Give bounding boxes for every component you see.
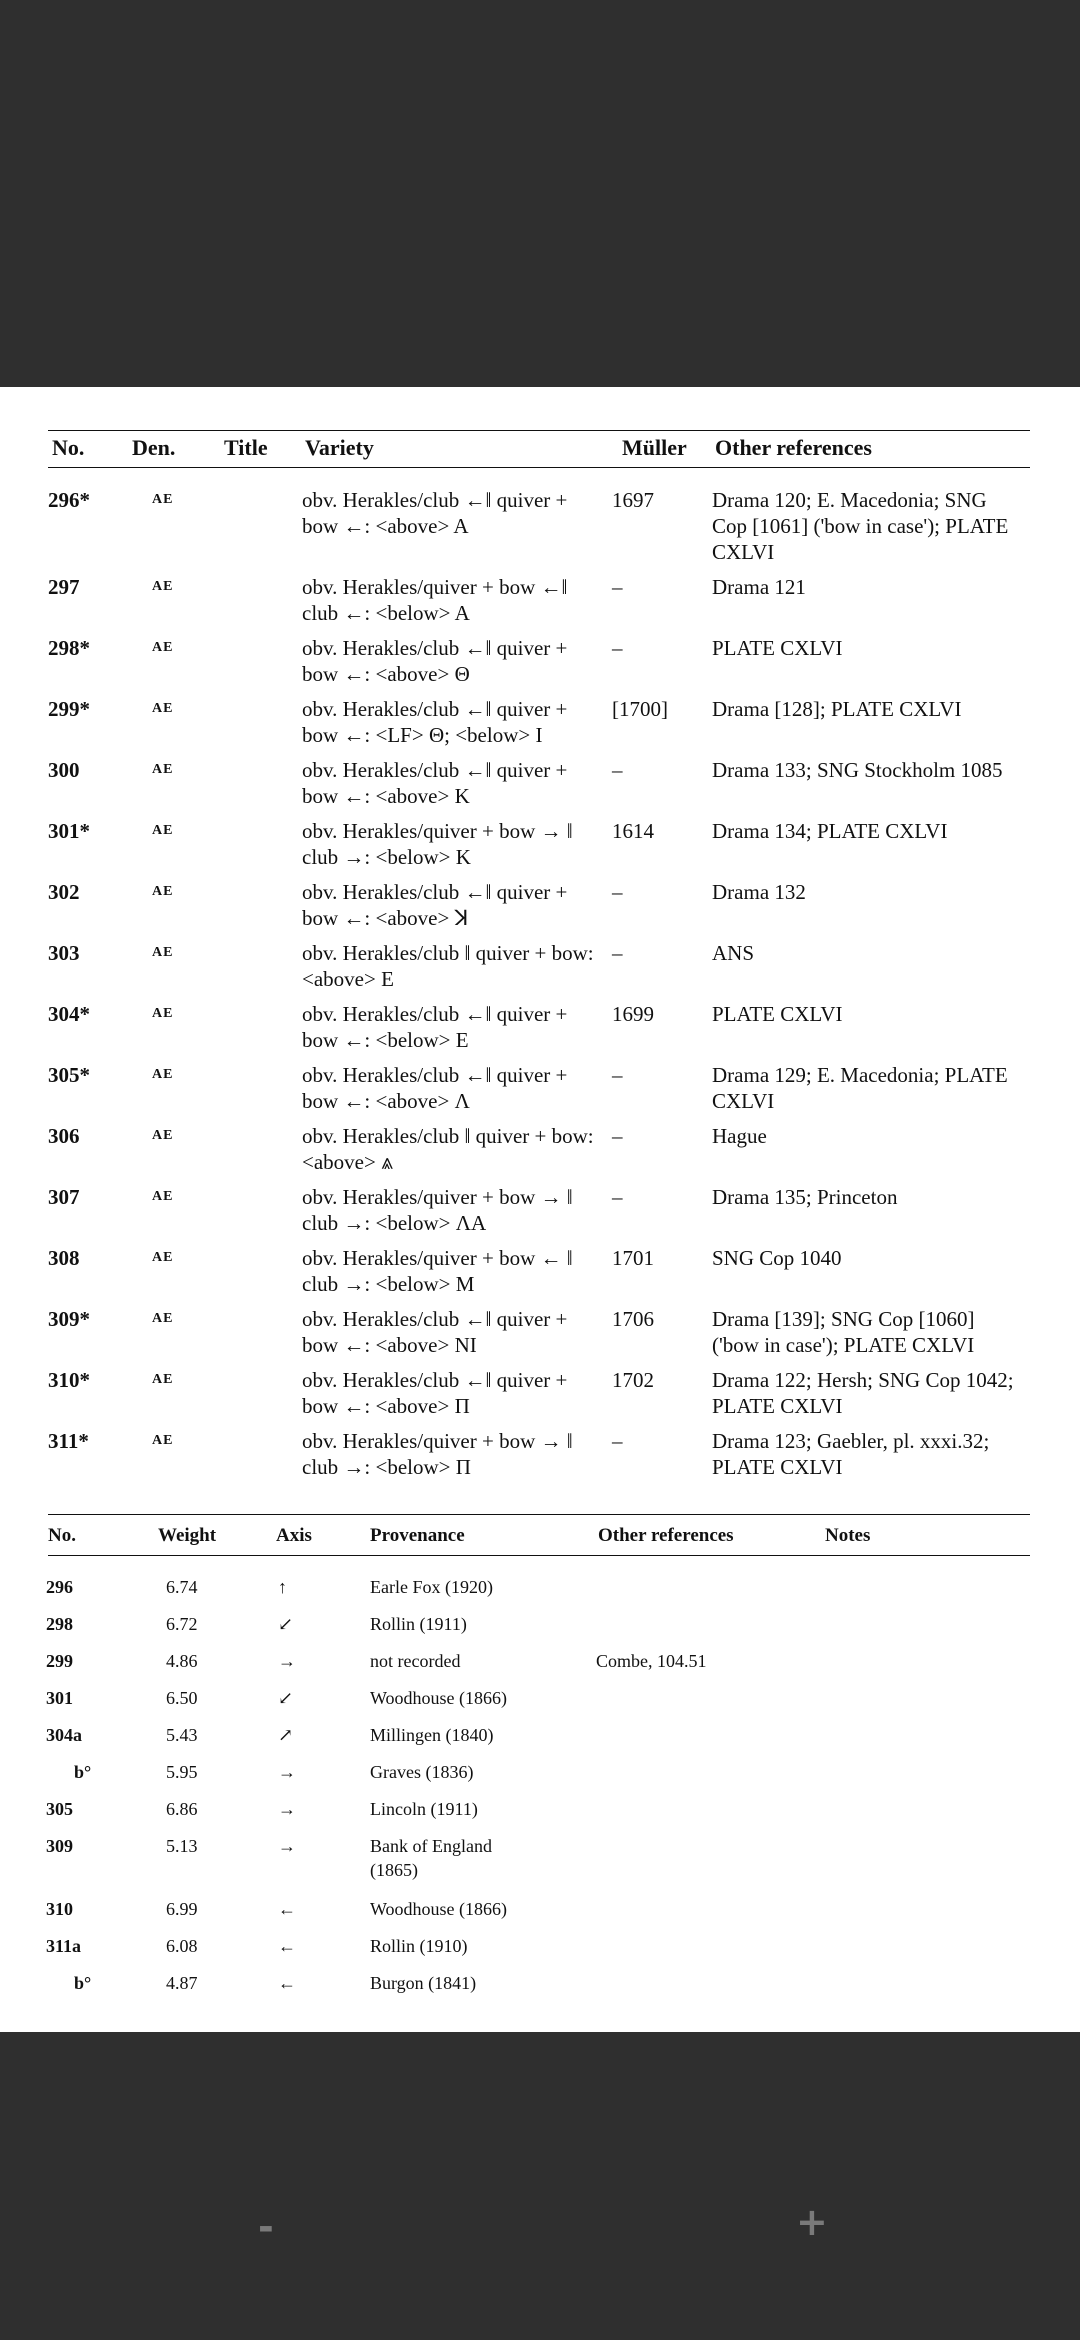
other-references: Hague <box>712 1124 767 1148</box>
denomination: AE <box>152 884 174 899</box>
variety-text: obv. Herakles/quiver + bow ←‖ club ←: <below> A <box>302 575 568 625</box>
weight-value: 4.87 <box>166 1973 198 1993</box>
t2-header-other-references: Other references <box>598 1525 734 1546</box>
axis-arrow: ← <box>278 1936 296 1956</box>
denomination: AE <box>152 1433 174 1448</box>
axis-arrow: ↑ <box>278 1577 287 1597</box>
weight-value: 6.74 <box>166 1577 198 1597</box>
provenance-text: Rollin (1911) <box>370 1614 467 1634</box>
axis-arrow: ↗ <box>278 1725 294 1745</box>
provenance-text: Burgon (1841) <box>370 1973 477 1993</box>
muller-number: 1699 <box>612 1002 654 1026</box>
row-number: 310* <box>48 1368 90 1392</box>
row-number: 310 <box>46 1899 73 1919</box>
variety-text: obv. Herakles/quiver + bow → ‖ club →: <below> Π <box>302 1429 573 1479</box>
variety-text: obv. Herakles/club ‖ quiver + bow: <above> E <box>302 941 594 991</box>
row-number: 305 <box>46 1799 73 1819</box>
row-number: 306 <box>48 1124 80 1148</box>
row-number: 308 <box>48 1246 80 1270</box>
row-number: 309 <box>46 1836 73 1856</box>
denomination: AE <box>152 1311 174 1326</box>
axis-arrow: → <box>278 1836 296 1856</box>
t1-header-no: No. <box>52 435 85 460</box>
axis-arrow: → <box>278 1799 296 1819</box>
provenance-text: Millingen (1840) <box>370 1725 494 1745</box>
denomination: AE <box>152 823 174 838</box>
muller-number: – <box>612 1185 623 1209</box>
t1-header-other-references: Other references <box>715 435 872 460</box>
table1-header-rule <box>48 467 1030 468</box>
variety-text: obv. Herakles/club ←‖ quiver + bow ←: <above> NI <box>302 1307 568 1357</box>
other-references: ANS <box>712 941 755 965</box>
axis-arrow: ← <box>278 1899 296 1919</box>
weight-value: 5.43 <box>166 1725 198 1745</box>
other-references: Drama 129; E. Macedonia; PLATE CXLVI <box>712 1063 1008 1113</box>
muller-number: – <box>612 1429 623 1453</box>
variety-text: obv. Herakles/club ←‖ quiver + bow ←: <above> Π <box>302 1368 568 1418</box>
denomination: AE <box>152 579 174 594</box>
row-number: 311* <box>48 1429 89 1453</box>
other-references: Drama 122; Hersh; SNG Cop 1042; PLATE CXLVI <box>712 1368 1014 1418</box>
provenance-text: Woodhouse (1866) <box>370 1688 508 1708</box>
denomination: AE <box>152 640 174 655</box>
t2-header-no: No. <box>48 1525 76 1546</box>
denomination: AE <box>152 1372 174 1387</box>
other-references: PLATE CXLVI <box>712 636 843 660</box>
row-number: 307 <box>48 1185 80 1209</box>
table2-header-rule <box>48 1555 1030 1556</box>
denomination: AE <box>152 1250 174 1265</box>
t1-header-title: Title <box>224 435 268 460</box>
t1-header-den: Den. <box>132 435 176 460</box>
denomination: AE <box>152 701 174 716</box>
muller-number: – <box>612 636 623 660</box>
denomination: AE <box>152 1189 174 1204</box>
variety-text: obv. Herakles/club ←‖ quiver + bow ←: <LF> Θ; <below> I <box>302 697 568 747</box>
other-references: Drama 120; E. Macedonia; SNG Cop [1061] ('bow in case'); PLATE CXLVI <box>712 488 1009 564</box>
muller-number: 1701 <box>612 1246 654 1270</box>
denomination: AE <box>152 762 174 777</box>
weight-value: 5.95 <box>166 1762 198 1782</box>
provenance-text: Graves (1836) <box>370 1762 474 1782</box>
other-references: SNG Cop 1040 <box>712 1246 842 1270</box>
other-references: Drama 135; Princeton <box>712 1185 898 1209</box>
provenance-text: Earle Fox (1920) <box>370 1577 493 1597</box>
weight-value: 6.86 <box>166 1799 198 1819</box>
row-number: 302 <box>48 880 80 904</box>
other-references: PLATE CXLVI <box>712 1002 843 1026</box>
row-number: 299* <box>48 697 90 721</box>
denomination: AE <box>152 1067 174 1082</box>
other-references: Drama 123; Gaebler, pl. xxxi.32; PLATE CXLVI <box>712 1429 990 1479</box>
row-number: 304* <box>48 1002 90 1026</box>
other-references: Drama [139]; SNG Cop [1060] ('bow in case'); PLATE CXLVI <box>712 1307 975 1357</box>
variety-text: obv. Herakles/club ←‖ quiver + bow ←: <above> ꓘ <box>302 880 568 930</box>
row-number: 298 <box>46 1614 73 1634</box>
row-number: 305* <box>48 1063 90 1087</box>
row-number: 303 <box>48 941 80 965</box>
axis-arrow: ↙ <box>278 1688 294 1708</box>
axis-arrow: ← <box>278 1973 296 1993</box>
muller-number: – <box>612 575 623 599</box>
row-number: 300 <box>48 758 80 782</box>
muller-number: – <box>612 758 623 782</box>
t2-header-notes: Notes <box>825 1525 871 1546</box>
variety-text: obv. Herakles/quiver + bow → ‖ club →: <below> ΛA <box>302 1185 573 1235</box>
axis-arrow: → <box>278 1651 296 1671</box>
variety-text: obv. Herakles/club ←‖ quiver + bow ←: <below> E <box>302 1002 568 1052</box>
muller-number: – <box>612 1124 623 1148</box>
other-references: Combe, 104.51 <box>596 1651 707 1671</box>
other-references: Drama [128]; PLATE CXLVI <box>712 697 962 721</box>
variety-text: obv. Herakles/quiver + bow ← ‖ club →: <below> M <box>302 1246 573 1296</box>
zoom-in-button[interactable]: + <box>796 2200 828 2244</box>
other-references: Drama 132 <box>712 880 806 904</box>
variety-text: obv. Herakles/club ←‖ quiver + bow ←: <above> A <box>302 488 568 538</box>
row-number: 301* <box>48 819 90 843</box>
weight-value: 6.99 <box>166 1899 198 1919</box>
t2-header-provenance: Provenance <box>370 1525 465 1546</box>
row-number: 296 <box>46 1577 73 1597</box>
muller-number: 1697 <box>612 488 654 512</box>
variety-text: obv. Herakles/quiver + bow → ‖ club →: <below> K <box>302 819 573 869</box>
row-number: 298* <box>48 636 90 660</box>
other-references: Drama 121 <box>712 575 806 599</box>
denomination: AE <box>152 492 174 507</box>
muller-number: – <box>612 941 623 965</box>
weight-value: 4.86 <box>166 1651 198 1671</box>
row-number: 301 <box>46 1688 73 1708</box>
document-page <box>0 387 1080 2032</box>
provenance-text: not recorded <box>370 1651 461 1671</box>
provenance-text: Rollin (1910) <box>370 1936 468 1956</box>
denomination: AE <box>152 945 174 960</box>
other-references: Drama 134; PLATE CXLVI <box>712 819 948 843</box>
row-number: 304a <box>46 1725 82 1745</box>
denomination: AE <box>152 1006 174 1021</box>
table2-top-rule <box>48 1514 1030 1515</box>
row-number: 309* <box>48 1307 90 1331</box>
variety-text: obv. Herakles/club ‖ quiver + bow: <above> ⩓ <box>302 1124 594 1174</box>
weight-value: 5.13 <box>166 1836 198 1856</box>
provenance-text: Bank of England (1865) <box>370 1836 492 1880</box>
weight-value: 6.72 <box>166 1614 198 1634</box>
t1-header-variety: Variety <box>305 435 374 460</box>
other-references: Drama 133; SNG Stockholm 1085 <box>712 758 1003 782</box>
row-number: 299 <box>46 1651 73 1671</box>
muller-number: [1700] <box>612 697 668 721</box>
muller-number: 1706 <box>612 1307 654 1331</box>
weight-value: 6.50 <box>166 1688 198 1708</box>
t1-header-muller: Müller <box>622 435 687 460</box>
axis-arrow: → <box>278 1762 296 1782</box>
variety-text: obv. Herakles/club ←‖ quiver + bow ←: <above> K <box>302 758 568 808</box>
variety-text: obv. Herakles/club ←‖ quiver + bow ←: <above> Λ <box>302 1063 568 1113</box>
row-number: 297 <box>48 575 80 599</box>
row-number: b° <box>74 1762 92 1782</box>
provenance-text: Woodhouse (1866) <box>370 1899 508 1919</box>
t2-header-weight: Weight <box>158 1525 217 1546</box>
t2-header-axis: Axis <box>276 1525 312 1546</box>
row-number: 296* <box>48 488 90 512</box>
muller-number: 1702 <box>612 1368 654 1392</box>
denomination: AE <box>152 1128 174 1143</box>
variety-text: obv. Herakles/club ←‖ quiver + bow ←: <above> Θ <box>302 636 568 686</box>
row-number: 311a <box>46 1936 82 1956</box>
axis-arrow: ↙ <box>278 1614 294 1634</box>
table1-top-rule <box>48 430 1030 431</box>
provenance-text: Lincoln (1911) <box>370 1799 478 1819</box>
muller-number: – <box>612 880 623 904</box>
muller-number: 1614 <box>612 819 654 843</box>
weight-value: 6.08 <box>166 1936 198 1956</box>
muller-number: – <box>612 1063 623 1087</box>
zoom-out-button[interactable]: - <box>258 2205 274 2249</box>
row-number: b° <box>74 1973 92 1993</box>
